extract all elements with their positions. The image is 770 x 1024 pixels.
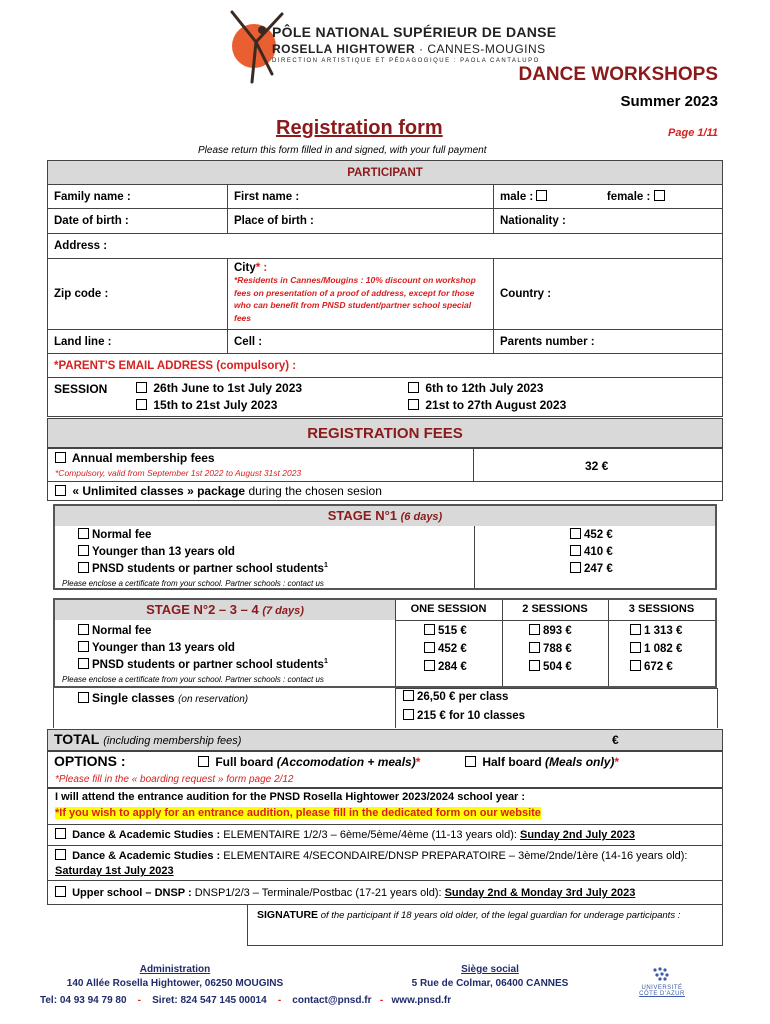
zip-label: Zip code : [54, 288, 109, 300]
audition-option-3[interactable]: Upper school – DNSP : DNSP1/2/3 – Terminale/Postbac (17-21 years old): Sunday 2nd & Monday 3rd July 2023 [55, 886, 635, 899]
university-logo [632, 966, 692, 997]
first-name-field[interactable] [228, 185, 494, 209]
address-field[interactable] [48, 234, 723, 259]
footer-web[interactable]: www.pnsd.fr [391, 995, 452, 1006]
three-sessions-pnsd[interactable]: 672 € [630, 660, 673, 673]
fees-section: REGISTRATION FEES [47, 418, 723, 448]
landline-field[interactable] [48, 330, 228, 354]
nationality-label: Nationality : [500, 215, 566, 227]
single-price-class[interactable]: 26,50 € per class [403, 690, 508, 703]
footer-hq [340, 964, 640, 989]
footer-siret: Siret: 824 547 145 00014 [152, 995, 267, 1006]
logo-line2b: · CANNES-MOUGINS [415, 42, 546, 56]
membership-option[interactable]: Annual membership fees [55, 451, 215, 465]
session-label: SESSION [54, 382, 108, 396]
dob-field[interactable] [48, 209, 228, 234]
university-name-1: UNIVERSITÉ [641, 985, 683, 991]
parents-label: Parents number : [500, 335, 595, 348]
session-opt1[interactable]: 26th June to 1st July 2023 [136, 381, 302, 395]
total-unit: € [612, 733, 619, 747]
gender-cell [494, 185, 723, 209]
membership-price: 32 € [585, 459, 609, 473]
stage1-normal[interactable]: Normal fee [78, 528, 151, 541]
three-sessions-normal[interactable]: 1 313 € [630, 624, 682, 637]
address-label: Address : [54, 240, 108, 252]
stage2-younger[interactable]: Younger than 13 years old [78, 641, 235, 654]
pob-label: Place of birth : [234, 215, 314, 227]
one-session-normal[interactable]: 515 € [424, 624, 467, 637]
university-name-2: CÔTE D'AZUR [639, 991, 685, 997]
city-note: *Residents in Cannes/Mougins : 10% discount on workshop fees on presentation of a proof of address, except for those who can benefit from PNSD student/partner school special fees [234, 275, 476, 323]
city-field[interactable] [228, 259, 494, 330]
page-title: DANCE WORKSHOPS [518, 64, 718, 85]
male-label: male : [500, 191, 534, 203]
stage1-younger[interactable]: Younger than 13 years old [78, 545, 235, 558]
stage2-title: STAGE N°2 – 3 – 4 (7 days) [55, 600, 395, 620]
email-field[interactable] [48, 354, 723, 378]
session-opt2[interactable]: 15th to 21st July 2023 [136, 398, 277, 412]
footer-contact: Tel: 04 93 94 79 80 - Siret: 824 547 145 00014 - contact@pnsd.fr - www.pnsd.fr [40, 995, 452, 1006]
membership-note: *Compulsory, valid from September 1st 2022 to August 31st 2023 [55, 468, 302, 478]
family-name-field[interactable] [48, 185, 228, 209]
male-checkbox[interactable] [536, 190, 547, 201]
footer-email[interactable]: contact@pnsd.fr [292, 995, 372, 1006]
boarding-note: *Please fill in the « boarding request » form page 2/12 [55, 774, 294, 785]
col-one-session: ONE SESSION [410, 603, 487, 615]
footer-tel: Tel: 04 93 94 79 80 [40, 995, 127, 1006]
zip-field[interactable] [48, 259, 228, 330]
city-star: * : [255, 262, 268, 274]
stage1-title: STAGE N°1 (6 days) [55, 506, 715, 526]
signature-label: SIGNATURE of the participant if 18 years old older, of the legal guardian for underage participants : [257, 909, 681, 921]
stage1-price-pnsd[interactable]: 247 € [570, 562, 613, 575]
stage1-price-normal[interactable]: 452 € [570, 528, 613, 541]
full-board-option[interactable]: Full board (Accomodation + meals)* [198, 755, 420, 769]
page-number: Page 1/11 [668, 127, 718, 139]
pob-field[interactable] [228, 209, 494, 234]
stage1-enclose: Please enclose a certificate from your school. Partner schools : contact us [62, 579, 324, 588]
unlimited-option[interactable]: « Unlimited classes » package during the chosen sesion [55, 484, 382, 498]
family-name-label: Family name : [54, 190, 131, 203]
admin-address: 140 Allée Rosella Hightower, 06250 MOUGINS [66, 978, 284, 989]
single-price-ten[interactable]: 215 € for 10 classes [403, 709, 525, 722]
one-session-younger[interactable]: 452 € [424, 642, 467, 655]
stage1-pnsd[interactable]: PNSD students or partner school students$^1$ [78, 562, 328, 575]
female-checkbox[interactable] [654, 190, 665, 201]
form-title: Registration form [276, 117, 443, 139]
two-sessions-younger[interactable]: 788 € [529, 642, 572, 655]
hq-address: 5 Rue de Colmar, 06400 CANNES [411, 978, 569, 989]
first-name-label: First name : [234, 190, 300, 203]
audition-intro: I will attend the entrance audition for the PNSD Rosella Hightower 2023/2024 school year : [55, 791, 526, 803]
hq-title: Siège social [461, 964, 519, 975]
stage1-price-younger[interactable]: 410 € [570, 545, 613, 558]
city-label: City [234, 262, 256, 274]
logo-line2 [272, 42, 546, 56]
landline-label: Land line : [54, 335, 112, 348]
instruction: Please return this form filled in and signed, with your full payment [198, 145, 487, 156]
one-session-pnsd[interactable]: 284 € [424, 660, 467, 673]
three-sessions-younger[interactable]: 1 082 € [630, 642, 682, 655]
university-dots-icon [651, 966, 673, 982]
participant-section: PARTICIPANT [48, 161, 723, 185]
stage2-enclose: Please enclose a certificate from your school. Partner schools : contact us [62, 675, 324, 684]
two-sessions-normal[interactable]: 893 € [529, 624, 572, 637]
audition-option-2[interactable]: Dance & Academic Studies : ELEMENTAIRE 4/SECONDAIRE/DNSP PREPARATOIRE – 3ème/2nde/1ère (14-16 years old): Saturday 1st July 2023 [55, 850, 688, 877]
dob-label: Date of birth : [54, 215, 129, 227]
session-cell [48, 378, 723, 417]
country-field[interactable] [494, 259, 723, 330]
female-label: female : [606, 191, 651, 203]
audition-highlight: *If you wish to apply for an entrance audition, please fill in the dedicated form on our website [55, 807, 541, 819]
logo-line3: DIRECTION ARTISTIQUE ET PÉDAGOGIQUE : PAOLA CANTALUPO [272, 58, 540, 64]
season: Summer 2023 [620, 93, 718, 110]
email-label: *PARENT'S EMAIL ADDRESS (compulsory) : [54, 359, 297, 372]
two-sessions-pnsd[interactable]: 504 € [529, 660, 572, 673]
country-label: Country : [500, 288, 552, 300]
parents-field[interactable] [494, 330, 723, 354]
footer-admin [40, 964, 310, 989]
session-opt3[interactable]: 6th to 12th July 2023 [408, 381, 543, 395]
logo-line1: PÔLE NATIONAL SUPÉRIEUR DE DANSE [272, 24, 557, 40]
options-label: OPTIONS : [54, 753, 126, 769]
nationality-field[interactable] [494, 209, 723, 234]
stage2-normal[interactable]: Normal fee [78, 624, 151, 637]
session-opt4[interactable]: 21st to 27th August 2023 [408, 398, 566, 412]
stage2-pnsd[interactable]: PNSD students or partner school students$^1$ [78, 658, 328, 671]
cell-field[interactable] [228, 330, 494, 354]
audition-option-1[interactable]: Dance & Academic Studies : ELEMENTAIRE 1/2/3 – 6ème/5ème/4ème (11-13 years old): Sunday 2nd July 2023 [55, 828, 635, 841]
cell-label: Cell : [234, 335, 263, 348]
total-label: TOTAL (including membership fees) [54, 731, 242, 747]
col-two-sessions: 2 SESSIONS [522, 603, 588, 615]
col-three-sessions: 3 SESSIONS [628, 603, 695, 615]
single-classes-option[interactable]: Single classes (on reservation) [78, 691, 248, 705]
admin-title: Administration [139, 964, 211, 975]
logo [222, 4, 557, 86]
half-board-option[interactable]: Half board (Meals only)* [465, 755, 619, 769]
participant-table [47, 160, 723, 417]
logo-line2a: ROSELLA HIGHTOWER [272, 42, 416, 56]
